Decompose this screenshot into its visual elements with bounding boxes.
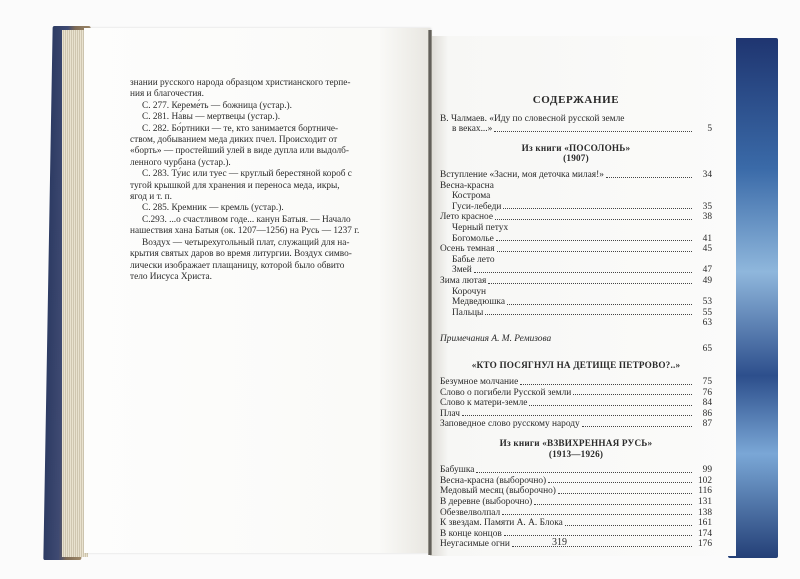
leader-dots	[496, 240, 692, 241]
section-year: (1907)	[563, 153, 589, 164]
toc-label: К звездам. Памяти А. А. Блока	[440, 518, 563, 529]
toc-label: Весна-красна (выборочно)	[440, 475, 547, 486]
toc-intro-line1: В. Чалмаев. «Иду по словесной русской земле	[440, 113, 625, 124]
toc-entry	[440, 202, 712, 213]
toc-label: Зима лютая	[440, 275, 487, 286]
note-line: крытия святых даров во время литургии. Воздух симво-	[130, 249, 352, 260]
leader-dots	[606, 177, 692, 178]
section-title: «КТО ПОСЯГНУЛ НА ДЕТИЩЕ ПЕТРОВО?..»	[471, 360, 681, 371]
toc-label: Плач	[440, 408, 460, 419]
leader-dots	[582, 426, 692, 427]
toc-entry	[440, 476, 712, 487]
leader-dots	[573, 394, 692, 395]
note-line: лически изображает плащаницу, которой было обвито	[130, 260, 345, 271]
toc-label: Осень темная	[440, 244, 495, 255]
toc-entry	[440, 244, 712, 255]
toc-entry	[440, 388, 712, 399]
toc-page: 174	[697, 528, 712, 539]
toc-page: 65	[702, 343, 712, 354]
leader-dots	[512, 546, 692, 547]
leader-dots	[529, 405, 692, 406]
toc-label: Черный петух	[452, 222, 509, 233]
toc-intro	[440, 114, 712, 135]
toc-intro-line2: в веках...»	[452, 124, 493, 135]
toc-title: СОДЕРЖАНИЕ	[532, 94, 620, 106]
toc-label: Бабушка	[440, 465, 475, 476]
toc-entry	[440, 486, 712, 497]
leader-dots	[476, 472, 692, 473]
toc-entry	[440, 508, 712, 519]
toc-label: Корочун	[452, 286, 487, 297]
note-line: С. 282. Бо́ртники — те, кто занимается бортниче-	[142, 123, 339, 134]
toc-entry	[440, 124, 712, 135]
toc-entry	[440, 377, 712, 388]
toc-page: 116	[698, 486, 712, 497]
leader-dots	[494, 131, 692, 132]
section-title: Из книги «ПОСОЛОНЬ»	[521, 142, 631, 153]
toc-label: Богомолье	[452, 233, 494, 244]
leader-dots	[462, 415, 692, 416]
note-line: тело Иисуса Христа.	[130, 271, 212, 282]
toc-page: 41	[702, 233, 712, 244]
leader-dots	[497, 251, 692, 252]
leader-dots	[503, 208, 692, 209]
toc-page: 176	[697, 539, 712, 550]
note-line: ством, добыванием меда диких пчел. Происходит от	[130, 135, 338, 146]
toc-label: Слово о погибели Русской земли	[440, 387, 572, 398]
toc-page: 34	[702, 169, 712, 180]
note-line: знании русского народа образцом христианского терпе-	[130, 78, 351, 88]
toc-label: Заповедное слово русскому народу	[440, 419, 580, 430]
toc-label: Медведюшка	[452, 297, 505, 308]
section-heading	[440, 438, 712, 459]
leader-dots	[534, 504, 692, 505]
toc-page: 49	[702, 275, 712, 286]
note-line: ния и благочестия.	[130, 89, 204, 100]
toc-page: 87	[702, 419, 712, 430]
toc-page: 47	[702, 265, 712, 276]
toc-entry	[440, 170, 712, 181]
toc-entry	[440, 465, 712, 476]
toc-page: 76	[702, 387, 712, 398]
note-line: С. 281. На́вы — мертвецы (устар.).	[142, 112, 281, 123]
leader-dots	[548, 482, 692, 483]
toc-page: 99	[702, 465, 712, 476]
toc-entry	[440, 333, 712, 354]
toc-page: 102	[697, 475, 712, 486]
toc-entry	[440, 265, 712, 276]
toc-entry	[440, 529, 712, 540]
toc-label: Безумное молчание	[440, 377, 519, 388]
toc-page: 45	[702, 244, 712, 255]
page-number: 319	[552, 537, 567, 548]
toc-label: Слово к матери-земле	[440, 398, 528, 409]
notes-text	[130, 78, 395, 283]
leader-dots	[520, 384, 692, 385]
leader-dots	[504, 535, 692, 536]
note-line: ягод и т. п.	[130, 192, 172, 203]
toc-entry	[440, 398, 712, 409]
toc-page: 161	[697, 518, 712, 529]
note-line: С. 283. Ту́ис или туес — круглый берестяной короб с	[142, 169, 352, 180]
toc-label: Пальцы	[452, 307, 484, 318]
note-line: «борть» — простейший улей в виде дупла или выдолб-	[130, 146, 349, 157]
toc-entry	[440, 419, 712, 430]
leader-dots	[502, 514, 692, 515]
note-line: С. 277. Кереме́ть — божница (устар.).	[142, 100, 292, 111]
toc-entry	[440, 276, 712, 287]
toc-label: Обезвелволпал	[440, 507, 501, 518]
toc-page: 35	[702, 201, 712, 212]
table-of-contents	[440, 95, 712, 550]
toc-entry	[440, 234, 712, 245]
toc-page: 63	[702, 318, 712, 329]
toc-label: Бабье лето	[452, 254, 495, 265]
toc-page: 86	[702, 408, 712, 419]
toc-page: 5	[707, 124, 712, 135]
toc-label: Кострома	[452, 191, 491, 202]
toc-entry	[440, 409, 712, 420]
section-heading	[440, 143, 712, 164]
toc-entry	[440, 318, 712, 329]
section-year: (1913—1926)	[548, 448, 604, 459]
toc-page: 75	[702, 377, 712, 388]
toc-page: 53	[702, 297, 712, 308]
toc-entry	[440, 287, 712, 298]
leader-dots	[507, 304, 692, 305]
toc-entry	[440, 297, 712, 308]
leader-dots	[495, 219, 692, 220]
note-line: нашествия хана Батыя (ок. 1207—1256) на Русь — 1237 г.	[130, 226, 360, 237]
toc-label: В деревне (выборочно)	[440, 497, 533, 507]
toc-page: 138	[697, 507, 712, 518]
leader-dots	[474, 272, 692, 273]
toc-entry	[440, 308, 712, 319]
toc-entry	[440, 223, 712, 234]
toc-label: Медовый месяц (выборочно)	[440, 486, 556, 497]
toc-page: 131	[697, 497, 712, 507]
toc-label: Змей	[452, 265, 472, 276]
note-line: ленного чурбана (устар.).	[130, 157, 231, 168]
section-title: Из книги «ВЗВИХРЕННАЯ РУСЬ»	[499, 438, 653, 449]
toc-label: Вступление «Засни, моя деточка милая!»	[440, 169, 604, 180]
leader-dots	[565, 525, 692, 526]
toc-label: Лето красное	[440, 212, 494, 223]
toc-entry	[440, 255, 712, 266]
leader-dots	[558, 493, 692, 494]
toc-entry	[440, 518, 712, 529]
leader-dots	[488, 283, 692, 284]
toc-label: Весна-красна	[440, 180, 494, 191]
note-line: С.293. ...о счастливом годе... канун Батыя. — Начало	[142, 214, 351, 225]
book-gutter	[428, 30, 432, 555]
toc-entry	[440, 181, 712, 192]
leader-dots	[485, 314, 692, 315]
section-heading	[440, 360, 712, 371]
toc-entry	[440, 212, 712, 223]
toc-entry	[440, 539, 712, 550]
toc-entry	[440, 191, 712, 202]
toc-page: 38	[702, 212, 712, 223]
toc-label: Неугасимые огни	[440, 539, 510, 550]
note-line: тугой крышкой для хранения и переноса меда, икры,	[130, 180, 340, 191]
toc-label: В конце концов	[440, 528, 502, 539]
note-line: С. 285. Кремник — кремль (устар.).	[142, 203, 284, 214]
toc-label: Примечания А. М. Ремизова	[440, 333, 552, 344]
toc-page: 84	[702, 398, 712, 409]
toc-entry	[440, 497, 712, 508]
note-line: Воздух — четырехугольный плат, служащий для на-	[142, 237, 350, 248]
toc-page: 55	[702, 307, 712, 318]
toc-label: Гуси-лебеди	[452, 201, 502, 212]
